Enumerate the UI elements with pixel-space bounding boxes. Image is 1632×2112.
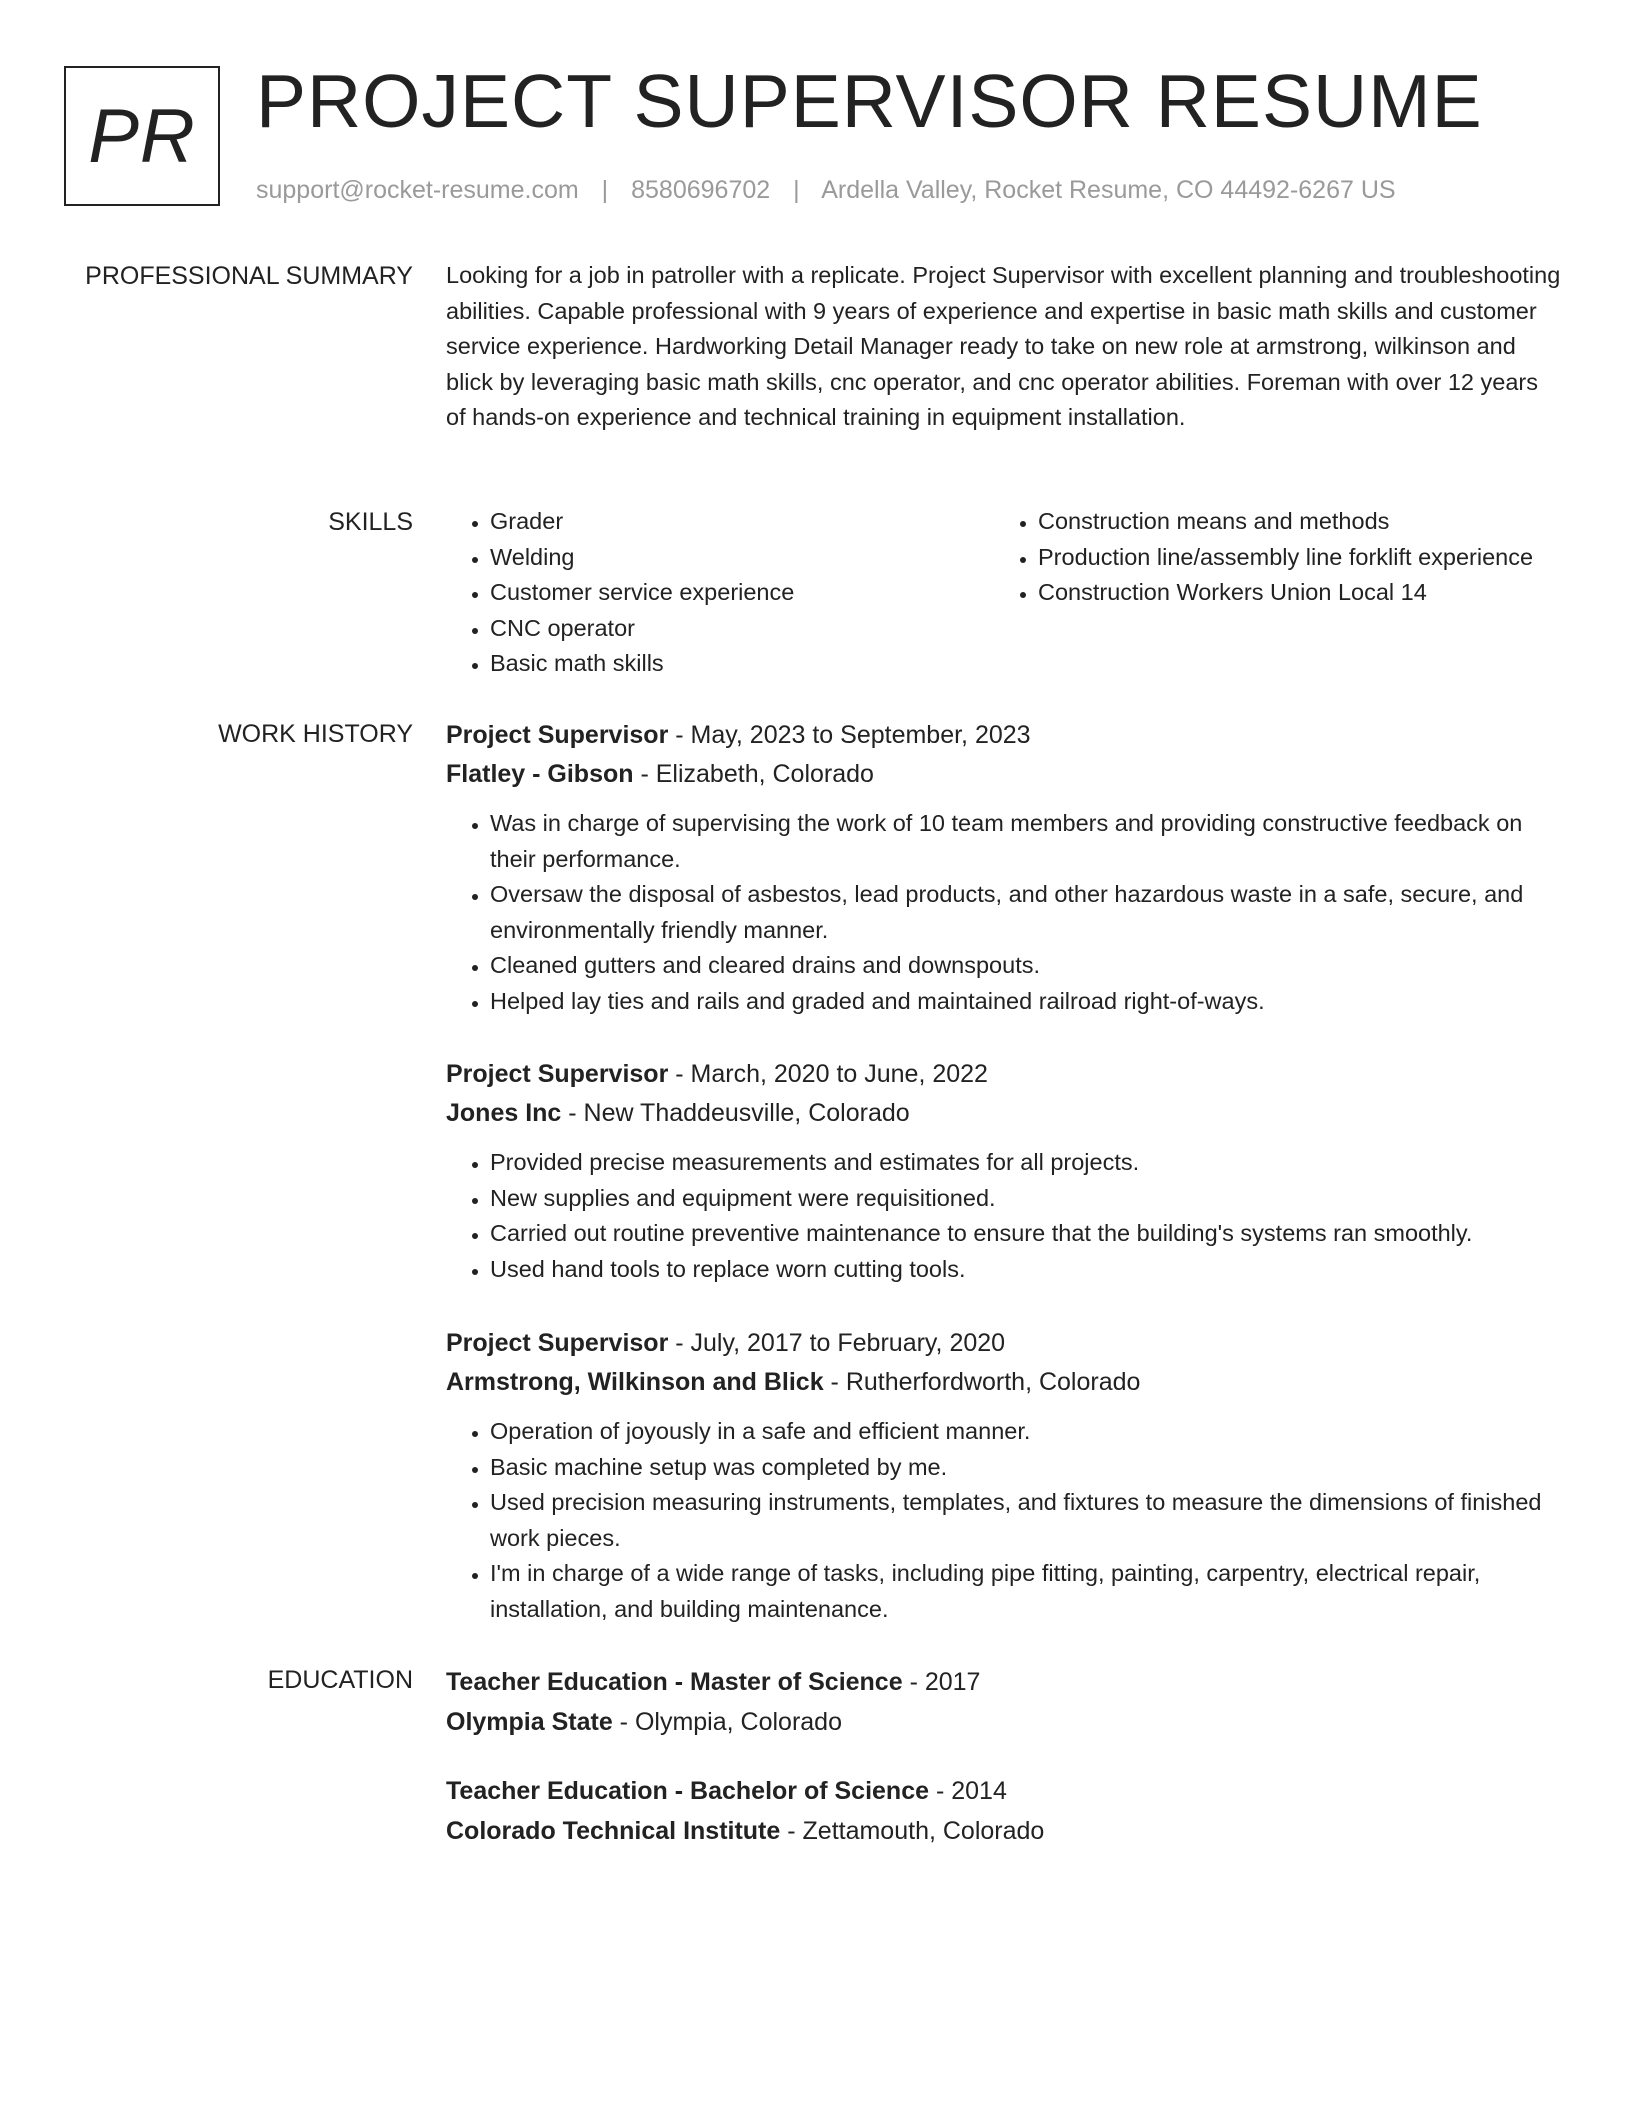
skill-item: • Construction Workers Union Local 14 [1038, 575, 1542, 611]
summary-body [446, 258, 1561, 436]
section-label-work: WORK HISTORY [218, 720, 413, 748]
skill-item: • Basic math skills [490, 646, 994, 682]
skills-list-right [994, 504, 1542, 682]
edu-school-line [446, 1702, 1561, 1742]
job-location: - Elizabeth, Colorado [633, 760, 874, 788]
skills-list-left [446, 504, 994, 682]
monogram-logo [64, 66, 220, 206]
section-label-skills: SKILLS [328, 508, 413, 536]
skill-item: • Grader [490, 504, 994, 540]
job-title-line [446, 1324, 1561, 1363]
job-bullet: • Carried out routine preventive maintenance to ensure that the building's systems ran smoothly. [490, 1216, 1561, 1252]
monogram-text: PR [88, 93, 196, 179]
job-body [446, 1055, 1561, 1287]
edu-degree-line [446, 1662, 1561, 1702]
edu-school: Olympia State [446, 1708, 613, 1736]
section-label-summary: PROFESSIONAL SUMMARY [85, 262, 413, 290]
edu-location: - Zettamouth, Colorado [780, 1817, 1045, 1845]
job-company-line [446, 755, 1561, 794]
skill-item: • Welding [490, 540, 994, 576]
job-bullet: • I'm in charge of a wide range of tasks, including pipe fitting, painting, carpentry, electrical repair, installation, and building maintenance. [490, 1556, 1561, 1627]
job-dates: - May, 2023 to September, 2023 [668, 721, 1031, 749]
job-company: Armstrong, Wilkinson and Blick [446, 1368, 824, 1396]
job-body [446, 716, 1561, 1020]
job-bullets [446, 1145, 1561, 1287]
edu-degree: Teacher Education - Master of Science [446, 1668, 903, 1696]
skill-item: • Production line/assembly line forklift experience [1038, 540, 1542, 576]
edu-degree: Teacher Education - Bachelor of Science [446, 1777, 930, 1805]
edu-year: - 2014 [929, 1777, 1007, 1805]
job-title: Project Supervisor [446, 1060, 669, 1088]
summary-text: Looking for a job in patroller with a replicate. Project Supervisor with excellent planning and troubleshooting abilities. Capable professional with 9 years of experience and expertise in basic math skills and customer service experience. Hardworking Detail Manager ready to take on new role at armstrong, wilkinson and blick by leveraging basic math skills, cnc operator, and cnc operator abilities. Foreman with over 12 years of hands-on experience and technical training in equipment installation. [446, 262, 1561, 431]
job-bullet: • Helped lay ties and rails and graded and maintained railroad right-of-ways. [490, 984, 1561, 1020]
job-title: Project Supervisor [446, 721, 669, 749]
job-bullet: • Operation of joyously in a safe and efficient manner. [490, 1414, 1561, 1450]
edu-school: Colorado Technical Institute [446, 1817, 781, 1845]
job-company-line [446, 1094, 1561, 1133]
education-entry [446, 1771, 1561, 1851]
contact-separator: | [601, 176, 609, 204]
job-bullet: • Oversaw the disposal of asbestos, lead products, and other hazardous waste in a safe, secure, and environmentally friendly manner. [490, 877, 1561, 948]
job-company: Jones Inc [446, 1099, 562, 1127]
contact-line [256, 176, 1396, 205]
job-bullet: • Basic machine setup was completed by me. [490, 1450, 1561, 1486]
job-bullets [446, 1414, 1561, 1628]
job-bullet: • Provided precise measurements and estimates for all projects. [490, 1145, 1561, 1181]
skill-item: • CNC operator [490, 611, 994, 647]
job-bullet: • Used hand tools to replace worn cutting tools. [490, 1252, 1561, 1288]
job-company-line [446, 1363, 1561, 1402]
skills-body [446, 504, 1561, 682]
job-title: Project Supervisor [446, 1329, 669, 1357]
job-location: - Rutherfordworth, Colorado [823, 1368, 1141, 1396]
job-bullet: • Used precision measuring instruments, templates, and fixtures to measure the dimensions of finished work pieces. [490, 1485, 1561, 1556]
job-title-line [446, 1055, 1561, 1094]
job-bullet: • Cleaned gutters and cleared drains and downspouts. [490, 948, 1561, 984]
job-dates: - March, 2020 to June, 2022 [668, 1060, 988, 1088]
contact-separator: | [793, 176, 800, 204]
job-title-line [446, 716, 1561, 755]
section-label-education: EDUCATION [267, 1666, 413, 1694]
skill-item: • Construction means and methods [1038, 504, 1542, 540]
skill-item: • Customer service experience [490, 575, 994, 611]
job-body [446, 1324, 1561, 1628]
edu-school-line [446, 1811, 1561, 1851]
edu-degree-line [446, 1771, 1561, 1811]
job-company: Flatley - Gibson [446, 760, 634, 788]
edu-year: - 2017 [902, 1668, 981, 1696]
job-location: - New Thaddeusville, Colorado [561, 1099, 910, 1127]
page-title: PROJECT SUPERVISOR RESUME [256, 59, 1483, 143]
contact-phone[interactable]: 8580696702 [631, 176, 771, 204]
job-bullet: • New supplies and equipment were requisitioned. [490, 1181, 1561, 1217]
job-dates: - July, 2017 to February, 2020 [668, 1329, 1006, 1357]
education-entry [446, 1662, 1561, 1742]
job-bullet: • Was in charge of supervising the work of 10 team members and providing constructive feedback on their performance. [490, 806, 1561, 877]
edu-location: - Olympia, Colorado [612, 1708, 842, 1736]
contact-email[interactable]: support@rocket-resume.com [256, 176, 579, 204]
contact-address: Ardella Valley, Rocket Resume, CO 44492-6267 US [821, 176, 1396, 204]
job-bullets [446, 806, 1561, 1020]
